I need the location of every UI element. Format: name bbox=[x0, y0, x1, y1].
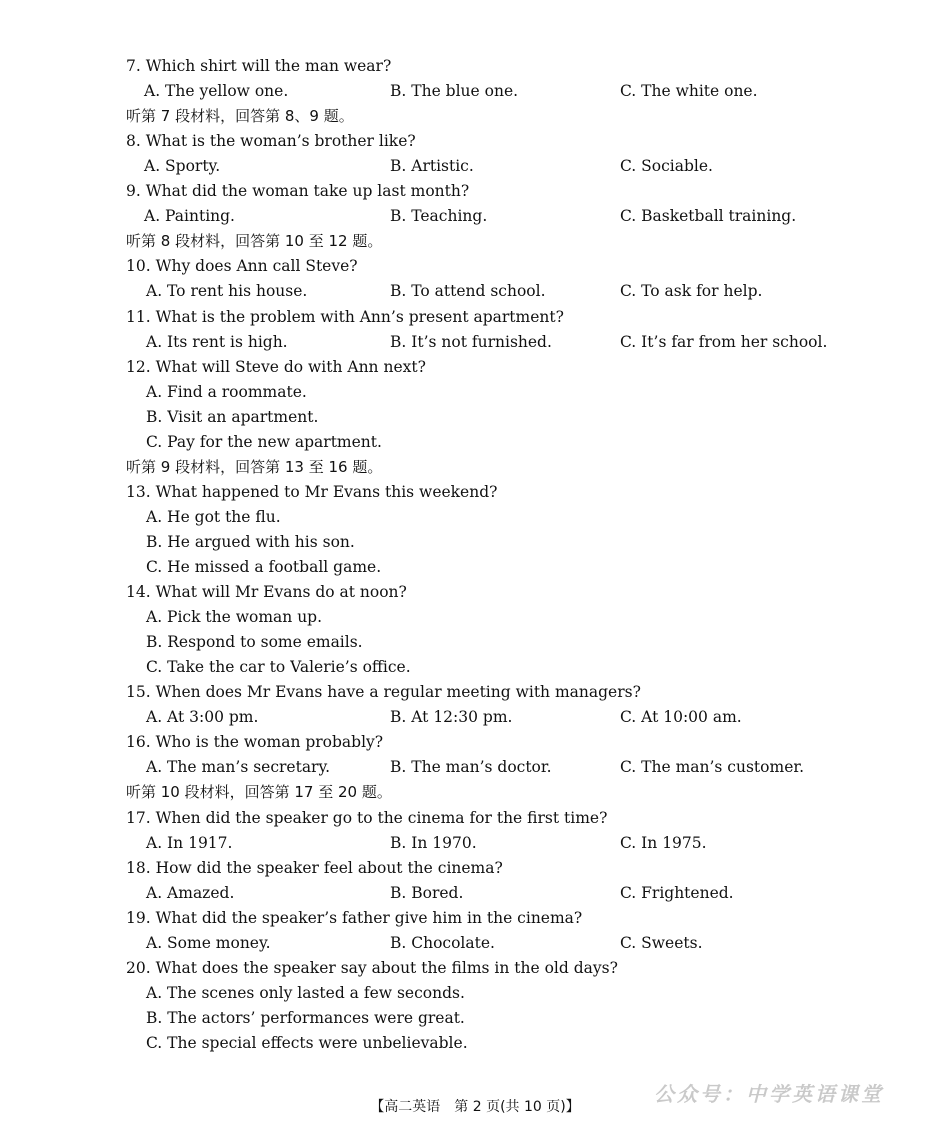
answer-option-b: B. To attend school. bbox=[390, 282, 546, 301]
answer-option-a: C. Pay for the new apartment. bbox=[146, 432, 382, 451]
option-row bbox=[126, 530, 886, 555]
answer-option-b: B. Artistic. bbox=[390, 157, 474, 176]
answer-option-a: A. The man’s secretary. bbox=[146, 758, 331, 777]
section-instruction: 听第 7 段材料，回答第 8、9 题。 bbox=[126, 107, 354, 126]
watermark: 公众号：中学英语课堂 bbox=[654, 1082, 884, 1106]
answer-option-a: B. Respond to some emails. bbox=[146, 633, 363, 652]
answer-option-a: B. He argued with his son. bbox=[146, 532, 355, 551]
answer-option-a: A. Find a roommate. bbox=[146, 382, 307, 401]
answer-option-c: C. The white one. bbox=[620, 82, 758, 101]
answer-option-a: A. The scenes only lasted a few seconds. bbox=[146, 983, 465, 1002]
question-text: 7. Which shirt will the man wear? bbox=[126, 57, 392, 75]
answer-option-a: B. The actors’ performances were great. bbox=[146, 1008, 465, 1027]
option-row bbox=[126, 430, 886, 455]
answer-option-a: A. Painting. bbox=[144, 207, 235, 226]
answer-option-b: B. At 12:30 pm. bbox=[390, 708, 513, 727]
option-row bbox=[126, 330, 886, 355]
question-text: 16. Who is the woman probably? bbox=[126, 733, 384, 752]
answer-option-a: C. The special effects were unbelievable. bbox=[146, 1033, 468, 1052]
page-footer: 【高二英语 第 2 页(共 10 页)】 bbox=[370, 1099, 580, 1115]
answer-option-b: B. Chocolate. bbox=[390, 933, 495, 952]
answer-option-c: C. In 1975. bbox=[620, 833, 707, 852]
question-text: 10. Why does Ann call Steve? bbox=[126, 257, 358, 276]
answer-option-c: C. Sociable. bbox=[620, 157, 713, 176]
answer-option-a: C. He missed a football game. bbox=[146, 558, 382, 576]
answer-option-a: A. Sporty. bbox=[144, 157, 221, 176]
answer-option-c: C. To ask for help. bbox=[620, 282, 763, 301]
question-text: 12. What will Steve do with Ann next? bbox=[126, 357, 426, 376]
option-row bbox=[126, 881, 886, 906]
answer-option-b: B. Bored. bbox=[390, 883, 464, 902]
answer-option-a: A. Its rent is high. bbox=[146, 332, 288, 351]
option-row bbox=[126, 405, 886, 430]
question-text: 13. What happened to Mr Evans this weekend? bbox=[126, 482, 498, 501]
option-row bbox=[126, 831, 886, 856]
question-text: 17. When did the speaker go to the cinema for the first time? bbox=[126, 808, 608, 827]
option-row bbox=[126, 1006, 886, 1031]
option-row bbox=[126, 555, 886, 580]
answer-option-a: A. Some money. bbox=[146, 933, 271, 952]
option-row bbox=[126, 655, 886, 680]
question-text: 11. What is the problem with Ann’s present apartment? bbox=[126, 307, 564, 326]
answer-option-c: C. It’s far from her school. bbox=[620, 332, 828, 351]
question-text: 18. How did the speaker feel about the cinema? bbox=[126, 858, 503, 877]
section-instruction: 听第 8 段材料，回答第 10 至 12 题。 bbox=[126, 232, 383, 251]
option-row bbox=[126, 931, 886, 956]
answer-option-c: C. Sweets. bbox=[620, 933, 703, 952]
answer-option-a: A. Amazed. bbox=[146, 883, 235, 902]
answer-option-a: A. At 3:00 pm. bbox=[146, 708, 259, 727]
option-row bbox=[126, 605, 886, 630]
answer-option-a: A. To rent his house. bbox=[146, 282, 308, 301]
answer-option-b: B. The man’s doctor. bbox=[390, 758, 552, 777]
answer-option-a: A. He got the flu. bbox=[146, 507, 281, 526]
section-instruction: 听第 10 段材料，回答第 17 至 20 题。 bbox=[126, 783, 392, 802]
answer-option-c: C. Basketball training. bbox=[620, 207, 797, 226]
answer-option-c: C. The man’s customer. bbox=[620, 758, 804, 777]
answer-option-b: B. In 1970. bbox=[390, 833, 477, 852]
question-text: 15. When does Mr Evans have a regular meeting with managers? bbox=[126, 683, 641, 702]
option-row bbox=[126, 1031, 886, 1056]
option-row bbox=[126, 630, 886, 655]
option-row bbox=[126, 755, 886, 780]
question-text: 9. What did the woman take up last month? bbox=[126, 182, 470, 201]
section-instruction: 听第 9 段材料，回答第 13 至 16 题。 bbox=[126, 457, 383, 476]
answer-option-a: A. The yellow one. bbox=[144, 82, 289, 101]
option-row bbox=[126, 79, 886, 104]
option-row bbox=[126, 505, 886, 530]
answer-option-a: C. Take the car to Valerie’s office. bbox=[146, 658, 411, 677]
answer-option-c: C. At 10:00 am. bbox=[620, 708, 742, 727]
option-row bbox=[126, 154, 886, 179]
option-row bbox=[126, 204, 886, 229]
option-row bbox=[126, 981, 886, 1006]
answer-option-a: B. Visit an apartment. bbox=[146, 407, 319, 426]
question-text: 14. What will Mr Evans do at noon? bbox=[126, 583, 407, 602]
question-text: 8. What is the woman’s brother like? bbox=[126, 132, 416, 151]
answer-option-a: A. Pick the woman up. bbox=[146, 608, 323, 627]
answer-option-b: B. Teaching. bbox=[390, 207, 488, 226]
option-row bbox=[126, 279, 886, 304]
option-row bbox=[126, 380, 886, 405]
answer-option-b: B. It’s not furnished. bbox=[390, 332, 552, 351]
question-text: 20. What does the speaker say about the films in the old days? bbox=[126, 958, 618, 977]
answer-option-b: B. The blue one. bbox=[390, 82, 519, 101]
answer-option-a: A. In 1917. bbox=[146, 833, 233, 852]
answer-option-c: C. Frightened. bbox=[620, 883, 734, 902]
option-row bbox=[126, 705, 886, 730]
question-text: 19. What did the speaker’s father give him in the cinema? bbox=[126, 908, 583, 927]
